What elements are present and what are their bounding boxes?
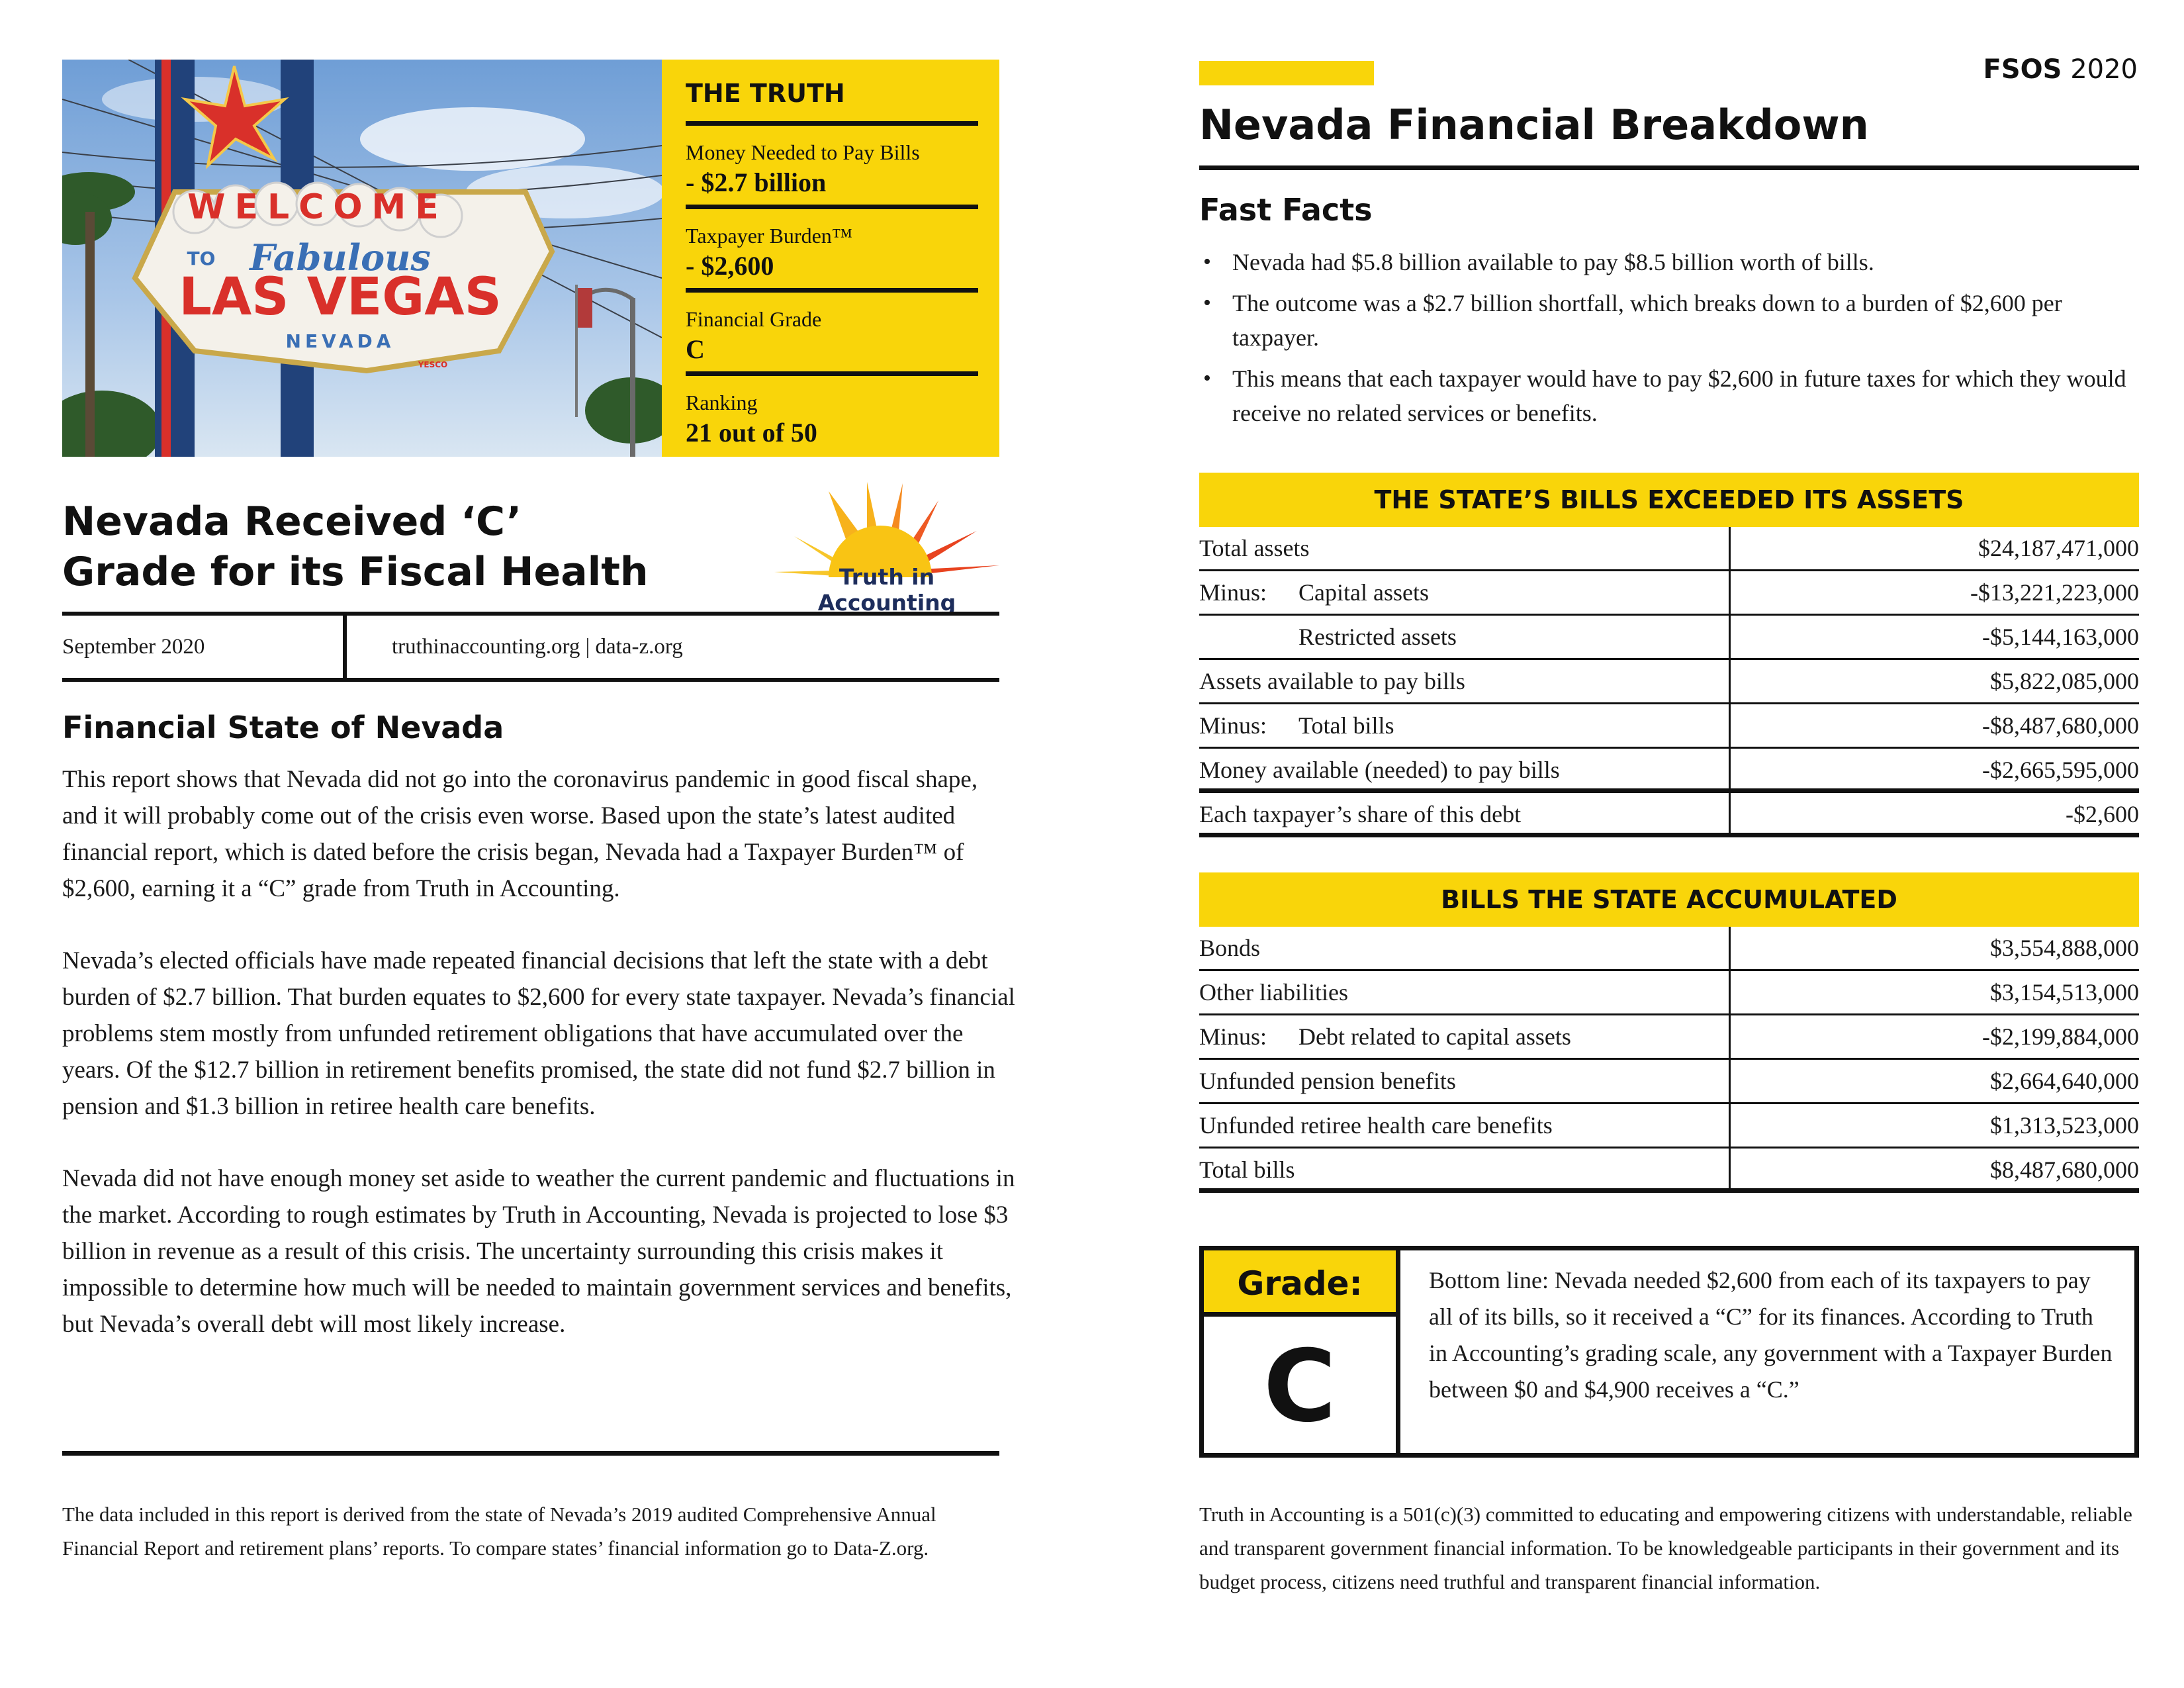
truth-item-taxpayer-burden (686, 209, 978, 293)
financial-state-heading: Financial State of Nevada (62, 710, 504, 745)
grade-label: Grade: (1204, 1250, 1396, 1317)
table-row (1199, 704, 2139, 749)
truth-item-ranking (686, 376, 978, 459)
list-item: • The outcome was a $2.7 billion shortfall, which breaks down to a burden of $2,600 per taxpayer. (1199, 286, 2139, 355)
report-date: September 2020 (62, 616, 347, 678)
row-value: $3,154,513,000 (1990, 979, 2139, 1006)
row-label: Unfunded retiree health care benefits (1199, 1112, 1553, 1139)
the-truth-title: THE TRUTH (686, 74, 978, 126)
column-divider (1729, 1149, 1731, 1188)
sign-to-text: TO (187, 248, 216, 269)
financial-state-body (62, 761, 1015, 1378)
grade-letter: C (1263, 1329, 1337, 1444)
row-value: $1,313,523,000 (1990, 1112, 2139, 1139)
row-value: -$5,144,163,000 (1982, 624, 2139, 650)
the-truth-box (662, 60, 999, 457)
row-prefix: Minus: (1199, 1023, 1267, 1050)
truth-item-label: Financial Grade (686, 307, 822, 331)
grade-box (1199, 1246, 2139, 1458)
logo-text: Truth in Accounting (817, 564, 956, 616)
row-value: $24,187,471,000 (1978, 535, 2139, 561)
list-item: • This means that each taxpayer would have to pay $2,600 in future taxes for which they would receive no related services or benefits. (1199, 361, 2139, 430)
meta-bar (62, 612, 999, 682)
row-label: Unfunded pension benefits (1199, 1068, 1456, 1094)
row-label: Other liabilities (1199, 979, 1348, 1006)
table-row (1199, 660, 2139, 704)
divider (62, 1451, 999, 1456)
column-divider (1729, 1060, 1731, 1102)
truth-item-label: Money Needed to Pay Bills (686, 140, 920, 164)
bills-table (1199, 872, 2139, 1193)
row-label: Total assets (1199, 535, 1310, 561)
grade-divider (1396, 1250, 1400, 1453)
column-divider (1729, 793, 1731, 833)
accent-bar (1199, 61, 1374, 85)
page-title-line-2: Grade for its Fiscal Health (62, 549, 649, 595)
list-item: • Nevada had $5.8 billion available to pay $8.5 billion worth of bills. (1199, 245, 2139, 279)
hero-photo (62, 60, 662, 457)
truth-item-value: - $2,600 (686, 251, 774, 281)
row-label: Total bills (1199, 1156, 1295, 1183)
truth-item-value: C (686, 334, 705, 364)
row-prefix: Minus: (1199, 579, 1267, 606)
truth-item-financial-grade (686, 293, 978, 376)
website-links[interactable]: truthinaccounting.org | data-z.org (392, 635, 683, 659)
row-value: -$13,221,223,000 (1970, 579, 2139, 606)
breakdown-title: Nevada Financial Breakdown (1199, 101, 1869, 149)
assets-table-heading: THE STATE’S BILLS EXCEEDED ITS ASSETS (1199, 473, 2139, 527)
table-row (1199, 571, 2139, 616)
column-divider (1729, 616, 1731, 658)
truth-item-label: Ranking (686, 391, 758, 414)
column-divider (1729, 571, 1731, 614)
row-label: Capital assets (1298, 579, 1429, 606)
sign-city-text: LAS VEGAS (179, 267, 502, 327)
table-row (1199, 1149, 2139, 1193)
data-source-footnote: The data included in this report is derived from the state of Nevada’s 2019 audited Comprehensive Annual Financial Report and retirement plans’ reports. To compare states’ financial information go to Data-Z.org. (62, 1503, 936, 1560)
row-value: -$2,199,884,000 (1982, 1023, 2139, 1050)
organization-footnote: Truth in Accounting is a 501(c)(3) committed to educating and empowering citizens with understandable, reliable and transparent government financial information. To be knowledgeable participants in their government and its budget process, citizens need truthful and transparent financial information. (1199, 1503, 2132, 1593)
table-row (1199, 793, 2139, 837)
table-row (1199, 971, 2139, 1015)
table-row (1199, 616, 2139, 660)
grade-bottom-line: Bottom line: Nevada needed $2,600 from each of its taxpayers to pay all of its bills, so it received a “C” for its finances. According to Truth in Accounting’s grading scale, any government with a Taxpayer Burden between $0 and $4,900 receives a “C.” (1429, 1267, 2113, 1403)
column-divider (1729, 1104, 1731, 1147)
row-label: Restricted assets (1298, 624, 1457, 650)
truth-item-money-needed (686, 126, 978, 209)
row-value: $5,822,085,000 (1990, 668, 2139, 694)
truth-item-value: 21 out of 50 (686, 418, 817, 447)
table-row (1199, 1060, 2139, 1104)
column-divider (1729, 927, 1731, 969)
row-value: $8,487,680,000 (1990, 1156, 2139, 1183)
sign-maker-text: YESCO (418, 360, 448, 369)
sign-state-text: NEVADA (285, 330, 395, 352)
row-label: Money available (needed) to pay bills (1199, 757, 1560, 783)
body-paragraph: Nevada’s elected officials have made repeated financial decisions that left the state with a debt burden of $2.7 billion. That burden equates to $2,600 for every state taxpayer. Nevada’s financial problems stem mostly from unfunded retirement obligations that have accumulated over the years. Of the $12.7 billion in retirement benefits promised, the state did not fund $2.7 billion in pension and $1.3 billion in retiree health care benefits. (62, 947, 1015, 1120)
fsos-bold: FSOS (1983, 54, 2062, 85)
bills-table-heading: BILLS THE STATE ACCUMULATED (1199, 872, 2139, 927)
body-paragraph: This report shows that Nevada did not go into the coronavirus pandemic in good fiscal shape, and it will probably come out of the crisis even worse. Based upon the state’s latest audited financial report, which is dated before the crisis began, Nevada had a Taxpayer Burden™ of $2,600, earning it a “C” grade from Truth in Accounting. (62, 766, 978, 902)
row-prefix: Minus: (1199, 712, 1267, 739)
row-label: Bonds (1199, 935, 1261, 961)
column-divider (1729, 749, 1731, 788)
divider (1199, 165, 2139, 170)
column-divider (1729, 1015, 1731, 1058)
row-value: $2,664,640,000 (1990, 1068, 2139, 1094)
fast-facts-heading: Fast Facts (1199, 192, 1373, 228)
row-value: -$2,665,595,000 (1982, 757, 2139, 783)
sign-fabulous-text: Fabulous (250, 236, 431, 279)
sign-welcome-text: WELCOME (187, 187, 448, 227)
row-label: Debt related to capital assets (1298, 1023, 1571, 1050)
table-row (1199, 749, 2139, 793)
fsos-year: 2020 (2062, 54, 2138, 85)
column-divider (1729, 704, 1731, 747)
row-label: Each taxpayer’s share of this debt (1199, 801, 1522, 827)
table-row (1199, 1104, 2139, 1149)
table-row (1199, 1015, 2139, 1060)
column-divider (1729, 660, 1731, 702)
row-value: $3,554,888,000 (1990, 935, 2139, 961)
truth-item-value: - $2.7 billion (686, 167, 827, 197)
row-label: Assets available to pay bills (1199, 668, 1465, 694)
page-title-line-1: Nevada Received ‘C’ (62, 498, 522, 545)
assets-table (1199, 473, 2139, 837)
truth-item-label: Taxpayer Burden™ (686, 224, 853, 248)
column-divider (1729, 971, 1731, 1013)
column-divider (1729, 527, 1731, 569)
row-value: -$8,487,680,000 (1982, 712, 2139, 739)
table-row (1199, 527, 2139, 571)
row-label: Total bills (1298, 712, 1394, 739)
table-row (1199, 927, 2139, 971)
body-paragraph: Nevada did not have enough money set aside to weather the current pandemic and fluctuations in the market. According to rough estimates by Truth in Accounting, Nevada is projected to lose $3 billion in revenue as a result of this crisis. The uncertainty surrounding this crisis makes it impossible to determine how much will be needed to maintain government services and benefits, but Nevada’s overall debt will most likely increase. (62, 1165, 1015, 1338)
page-title (62, 496, 698, 597)
row-value: -$2,600 (2066, 801, 2139, 827)
fast-facts-list (1199, 245, 2139, 437)
fsos-label (1853, 54, 2138, 85)
